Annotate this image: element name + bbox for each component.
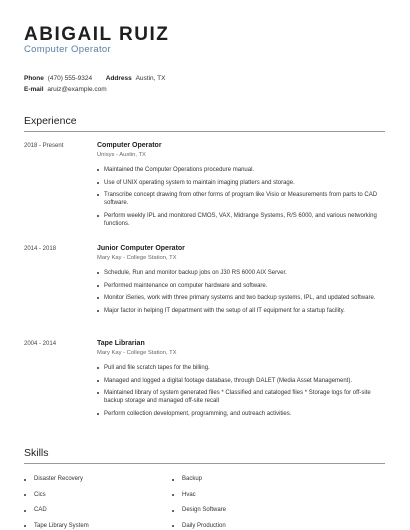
email-value[interactable]: aruiz@example.com (47, 86, 107, 93)
address-value: Austin, TX (135, 75, 166, 82)
job-bullet: Maintained library of system generated files * Classified and cataloged files * Storage logs for off-site backup storage and managed off-site recall (97, 389, 385, 405)
job-company: Mary Kay - College Station, TX (97, 255, 177, 261)
job-bullet: Maintained the Computer Operations procedure manual. (97, 166, 385, 174)
experience-heading: Experience (24, 115, 77, 127)
job-company: Mary Kay - College Station, TX (97, 350, 177, 356)
job-dates: 2014 - 2018 (24, 246, 57, 252)
job-bullet: Schedule, Run and monitor backup jobs on J30 RS 6000 AIX Server. (97, 269, 385, 277)
job-title: Junior Computer Operator (97, 245, 185, 252)
candidate-title: Computer Operator (24, 44, 111, 55)
phone-value: (470) 555-9324 (47, 75, 93, 82)
job-dates: 2004 - 2014 (24, 341, 57, 347)
job-bullet: Pull and file scratch tapes for the billing. (97, 364, 385, 372)
candidate-name: ABIGAIL RUIZ (24, 24, 170, 45)
job-dates: 2018 - Present (24, 143, 64, 149)
email-label: E-mail (24, 86, 44, 93)
skill-item: Cics (24, 492, 46, 498)
job-bullet: Monitor iSeries, work with three primary systems and two backup systems, IPL, and updated software. (97, 294, 385, 302)
job-bullet: Use of UNIX operating system to maintain imaging platters and storage. (97, 179, 385, 187)
skill-item: Daily Production (172, 523, 226, 529)
job-bullets (97, 269, 385, 319)
contact-row-email (24, 86, 107, 93)
skill-item: Backup (172, 476, 202, 482)
phone-label: Phone (24, 75, 44, 82)
skill-item: Disaster Recovery (24, 476, 83, 482)
job-bullet: Managed and logged a digital footage database, through DALET (Media Asset Management). (97, 377, 385, 385)
skill-item: CAD (24, 507, 47, 513)
skill-item: Design Software (172, 507, 226, 513)
skills-heading: Skills (24, 447, 49, 459)
job-bullet: Perform weekly IPL and monitored CMOS, VAX, Midrange Systems, R/S 6000, and various networking functions. (97, 212, 385, 228)
skill-item: Tape Library System (24, 523, 89, 529)
skills-divider (24, 463, 385, 464)
job-bullet: Transcribe concept drawing from other forms of program like Visio or Measurements from parts to CAD software. (97, 191, 385, 207)
address-label: Address (105, 75, 132, 82)
job-title: Computer Operator (97, 142, 162, 149)
job-company: Unisys - Austin, TX (97, 152, 146, 158)
job-bullet: Perform collection development, programming, and outreach activities. (97, 410, 385, 418)
job-bullets (97, 166, 385, 232)
skill-item: Hvac (172, 492, 196, 498)
job-bullet: Major factor in helping IT department with the setup of all IT equipment for a startup facility. (97, 307, 385, 315)
job-title: Tape Librarian (97, 340, 145, 347)
job-bullet: Performed maintenance on computer hardware and software. (97, 282, 385, 290)
experience-divider (24, 131, 385, 132)
contact-row-phone-address (24, 75, 165, 82)
job-bullets (97, 364, 385, 422)
